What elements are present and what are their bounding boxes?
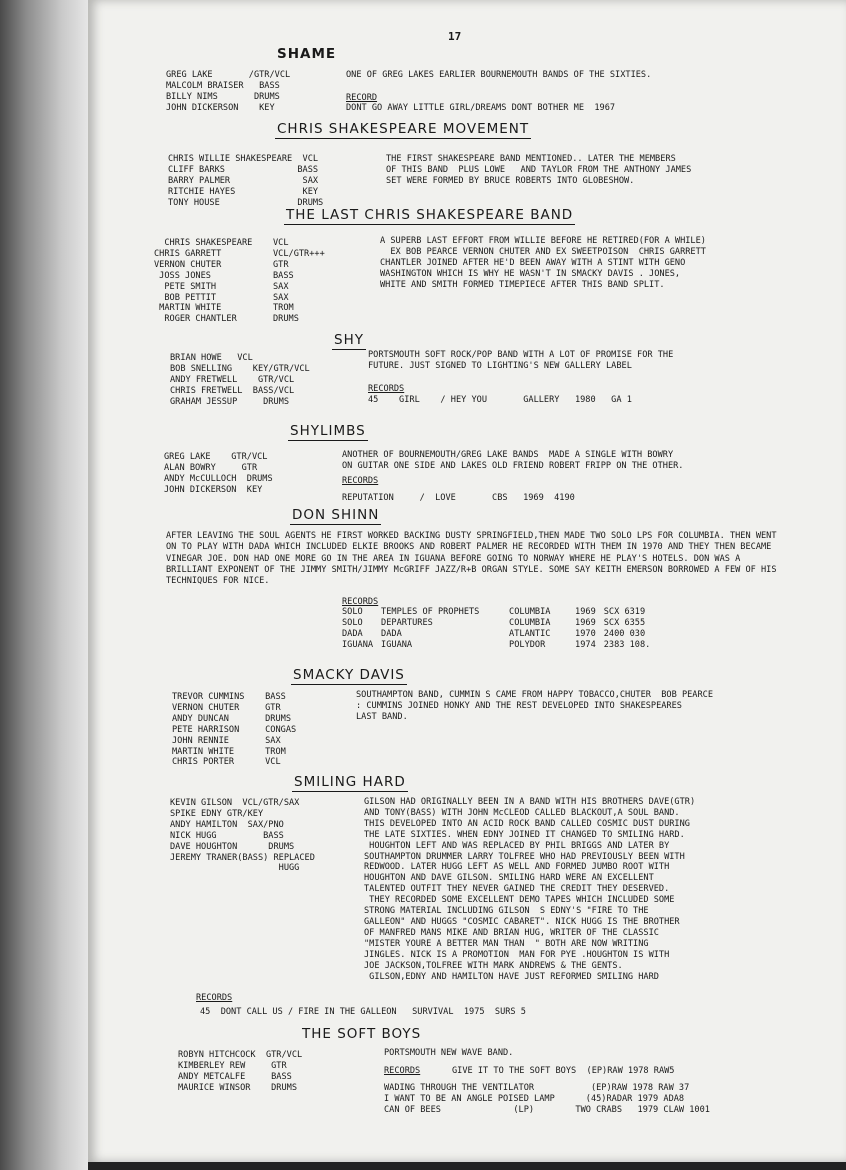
heading-chris-shakespeare-movement: CHRIS SHAKESPEARE MOVEMENT <box>277 121 530 137</box>
table-cell: SOLO <box>342 617 363 628</box>
table-cell: 1969 <box>575 617 596 628</box>
soft-boys-members: ROBYN HITCHCOCK GTR/VCL KIMBERLEY REW GTR ANDY METCALFE BASS MAURICE WINSOR DRUMS <box>178 1050 303 1093</box>
smiling-hard-description: GILSON HAD ORIGINALLY BEEN IN A BAND WITH HIS BROTHERS DAVE(GTR) AND TONY(BASS) WITH JOHN McCLEOD CALLED BLACKOUT,A SOUL BAND. THIS DEVELOPED INTO AN ACID ROCK BAND CALLED COSMIC DUST DURING THE LATE SIXTIES. WHEN EDNY JOINED IT CHANGED TO SMILING HARD. HOUGHTON LEFT AND WAS REPLACED BY PHIL BRIGGS AND LATER BY SOUTHAMPTON DRUMMER LARRY TOLFREE WHO HAD PREVIOUSLY BEEN WITH REDWOOD. LATER HUGG LEFT AS WELL AND FORMED JUMBO ROOT WITH HOUGHTON AND DAVE GILSON. SMILING HARD WERE AN EXCELLENT TALENTED OUTFIT THEY NEVER GAINED THE CREDIT THEY DESERVED. THEY RECORDED SOME EXCELLENT DEMO TAPES WHICH INCLUDED SOME STRONG MATERIAL INCLUDING GILSON S EDNY'S "FIRE TO THE GALLEON" AND HUGGS "COSMIC CABARET". NICK HUGG IS THE BROTHER OF MANFRED MANS MIKE AND BRIAN HUG, WRITER OF THE CLASSIC "MISTER YOURE A BETTER MAN THAN " BOTH ARE NOW WRITING JINGLES. NICK IS A PROMOTION MAN FOR PYE .HOUGHTON IS WITH JOE JACKSON,TOLFREE WITH MARK ANDREWS & THE GENTS. GILSON,EDNY AND HAMILTON HAVE JUST REFORMED SMILING HARD <box>364 797 696 982</box>
table-cell: 1969 <box>575 607 596 617</box>
heading-shame: SHAME <box>277 46 337 62</box>
cs-movement-description: THE FIRST SHAKESPEARE BAND MENTIONED.. LATER THE MEMBERS OF THIS BAND PLUS LOWE AND TAYLOR FROM THE ANTHONY JAMES SET WERE FORMED BY BRUCE ROBERTS INTO GLOBESHOW. <box>386 154 692 186</box>
page-number: 17 <box>448 30 462 43</box>
cs-movement-members: CHRIS WILLIE SHAKESPEARE VCL CLIFF BARKS BASS BARRY PALMER SAX RITCHIE HAYES KEY TONY HOUSE DRUMS <box>168 154 324 208</box>
shylimbs-members: GREG LAKE GTR/VCL ALAN BOWRY GTR ANDY McCULLOCH DRUMS JOHN DICKERSON KEY <box>164 452 273 495</box>
shylimbs-records-label: RECORDS <box>342 476 379 486</box>
table-cell: DADA <box>342 628 363 639</box>
smiling-hard-records-label: RECORDS <box>196 993 233 1003</box>
shy-records: 45 GIRL / HEY YOU GALLERY 1980 GA 1 <box>368 395 632 405</box>
shame-record-label: RECORD <box>346 93 378 103</box>
heading-shylimbs: SHYLIMBS <box>290 423 366 439</box>
page <box>88 0 846 1162</box>
table-cell: 2383 108. <box>603 639 651 650</box>
shame-description: ONE OF GREG LAKES EARLIER BOURNEMOUTH BANDS OF THE SIXTIES. <box>346 70 652 80</box>
shame-record: DONT GO AWAY LITTLE GIRL/DREAMS DONT BOTHER ME 1967 <box>346 103 616 113</box>
table-row <box>342 618 658 629</box>
table-cell: IGUANA <box>381 639 413 650</box>
table-cell: SOLO <box>342 607 363 617</box>
don-shinn-records-label: RECORDS <box>342 597 379 607</box>
table-cell: IGUANA <box>342 639 374 650</box>
last-cs-band-description: A SUPERB LAST EFFORT FROM WILLIE BEFORE HE RETIRED(FOR A WHILE) EX BOB PEARCE VERNON CHUTER AND EX SWEETPOISON CHRIS GARRETT CHANTLER JOINED AFTER HE'D BEEN AWAY WITH A STINT WITH GENO WASHINGTON WHICH IS WHY HE WASN'T IN SMACKY DAVIS . JONES, WHITE AND SMITH FORMED TIMEPIECE AFTER THIS BAND SPLIT. <box>380 236 706 290</box>
don-shinn-bio: AFTER LEAVING THE SOUL AGENTS HE FIRST WORKED BACKING DUSTY SPRINGFIELD,THEN MADE TWO SOLO LPS FOR COLUMBIA. THEN WENT ON TO PLAY WITH DADA WHICH INCLUDED ELKIE BROOKS AND ROBERT PALMER HE RECORDED WITH THEM IN 1970 AND THEY THEN BECAME VINEGAR JOE. DON HAD ONE MORE GO IN THE AREA IN IGUANA BEFORE GOING TO NORWAY WHERE HE PLAY'S HOTELS. DON WAS A BRILLIANT EXPONENT OF THE JIMMY SMITH/JIMMY McGRIFF JAZZ/R+B ORGAN STYLE. SOME SAY KEITH EMERSON BORROWED A FEW OF HIS TECHNIQUES FOR NICE. <box>166 531 777 587</box>
shy-records-label: RECORDS <box>368 384 405 394</box>
table-row <box>342 629 658 640</box>
heading-shy: SHY <box>334 332 364 348</box>
don-shinn-records-table <box>342 607 658 651</box>
table-cell: 1974 <box>575 639 596 650</box>
shame-members: GREG LAKE /GTR/VCL MALCOLM BRAISER BASS BILLY NIMS DRUMS JOHN DICKERSON KEY <box>166 70 291 113</box>
heading-don-shinn: DON SHINN <box>292 507 380 523</box>
smiling-hard-members: KEVIN GILSON VCL/GTR/SAX SPIKE EDNY GTR/KEY ANDY HAMILTON SAX/PNO NICK HUGG BASS DAVE HOUGHTON DRUMS JEREMY TRANER(BASS) REPLACED HUGG <box>170 798 315 874</box>
table-cell: COLUMBIA <box>509 607 551 617</box>
last-cs-band-members: CHRIS SHAKESPEARE VCL CHRIS GARRETT VCL/GTR+++ VERNON CHUTER GTR JOSS JONES BASS PETE SMITH SAX BOB PETTIT SAX MARTIN WHITE TROM ROGER CHANTLER DRUMS <box>154 238 325 325</box>
shylimbs-records: REPUTATION / LOVE CBS 1969 4190 <box>342 493 575 503</box>
heading-last-chris-shakespeare-band: THE LAST CHRIS SHAKESPEARE BAND <box>286 207 574 223</box>
table-cell: ATLANTIC <box>509 628 551 639</box>
table-row <box>342 607 658 618</box>
table-cell: 2400 030 <box>603 628 646 639</box>
shy-description: PORTSMOUTH SOFT ROCK/POP BAND WITH A LOT OF PROMISE FOR THE FUTURE. JUST SIGNED TO LIGHTING'S NEW GALLERY LABEL <box>368 350 674 371</box>
table-row <box>342 640 658 651</box>
table-cell: POLYDOR <box>509 639 546 650</box>
shylimbs-description: ANOTHER OF BOURNEMOUTH/GREG LAKE BANDS MADE A SINGLE WITH BOWRY ON GUITAR ONE SIDE AND LAKES OLD FRIEND ROBERT FRIPP ON THE OTHER. <box>342 450 684 471</box>
soft-boys-records-first: GIVE IT TO THE SOFT BOYS (EP)RAW 1978 RAW5 <box>452 1066 675 1076</box>
shy-members: BRIAN HOWE VCL BOB SNELLING KEY/GTR/VCL ANDY FRETWELL GTR/VCL CHRIS FRETWELL BASS/VCL GRAHAM JESSUP DRUMS <box>170 353 310 407</box>
table-cell: DADA <box>381 628 402 639</box>
heading-the-soft-boys: THE SOFT BOYS <box>302 1026 422 1042</box>
table-cell: SCX 6319 <box>603 607 646 617</box>
soft-boys-records: WADING THROUGH THE VENTILATOR (EP)RAW 1978 RAW 37 I WANT TO BE AN ANGLE POISED LAMP (45)RADAR 1979 ADA8 CAN OF BEES (LP) TWO CRABS 1979 CLAW 1001 <box>384 1083 710 1115</box>
book-spine-shadow <box>0 0 88 1170</box>
table-cell: 1970 <box>575 628 596 639</box>
table-cell: SCX 6355 <box>603 617 646 628</box>
table-cell: DEPARTURES <box>381 617 433 628</box>
soft-boys-description: PORTSMOUTH NEW WAVE BAND. <box>384 1048 514 1058</box>
smacky-davis-description: SOUTHAMPTON BAND, CUMMIN S CAME FROM HAPPY TOBACCO,CHUTER BOB PEARCE : CUMMINS JOINED HONKY AND THE REST DEVELOPED INTO SHAKESPEARES LAST BAND. <box>356 690 713 722</box>
table-cell: TEMPLES OF PROPHETS <box>381 607 480 617</box>
heading-smiling-hard: SMILING HARD <box>294 774 406 790</box>
smacky-davis-members: TREVOR CUMMINS BASS VERNON CHUTER GTR ANDY DUNCAN DRUMS PETE HARRISON CONGAS JOHN RENNIE SAX MARTIN WHITE TROM CHRIS PORTER VCL <box>172 692 297 768</box>
smiling-hard-records: 45 DONT CALL US / FIRE IN THE GALLEON SURVIVAL 1975 SURS 5 <box>200 1007 526 1017</box>
table-cell: COLUMBIA <box>509 617 551 628</box>
heading-smacky-davis: SMACKY DAVIS <box>293 667 405 683</box>
soft-boys-records-label: RECORDS <box>384 1066 421 1076</box>
